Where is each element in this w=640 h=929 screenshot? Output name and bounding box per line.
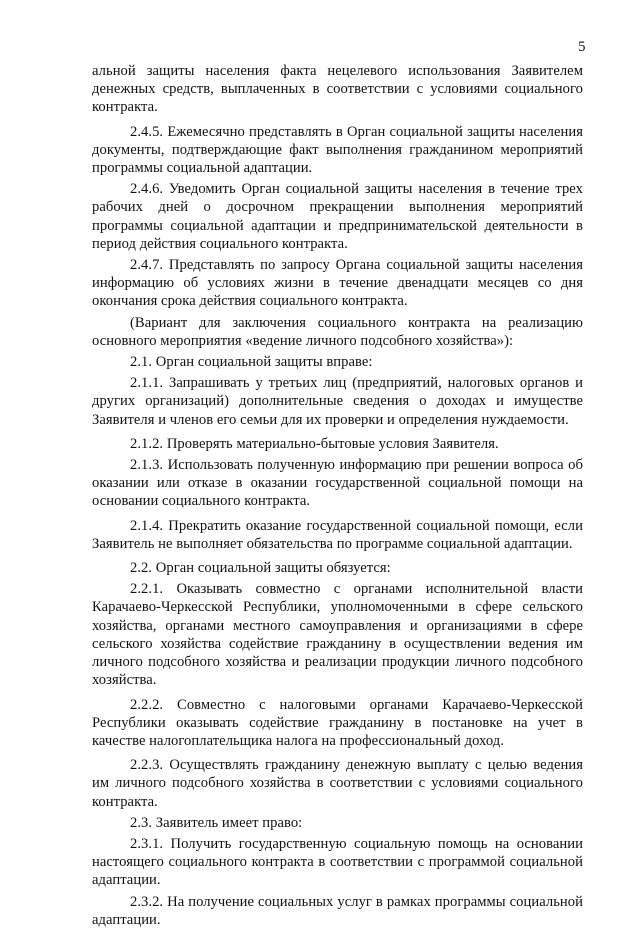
paragraph-2-1-1: 2.1.1. Запрашивать у третьих лиц (предприятий, налоговых органов и других организаций) дополнительные сведения о доходах и имуществе Заявителя и членов его семьи для их проверки и определения нуждаемости.	[92, 375, 583, 428]
paragraph-continuation: альной защиты населения факта нецелевого использования Заявителем денежных средств, выплаченных в соответствии с условиями социального контракта.	[92, 63, 583, 116]
paragraph-2-1-3: 2.1.3. Использовать полученную информацию при решении вопроса об оказании или отказе в оказании государственной социальной помощи на основании социального контракта.	[92, 457, 583, 510]
paragraph-2-2-1: 2.2.1. Оказывать совместно с органами исполнительной власти Карачаево-Черкесской Республики, уполномоченными в сфере сельского хозяйства, органами местного самоуправления и организациями в сфере сельского хозяйства содействие гражданину в осуществлении ведения им личного подсобного хозяйства и реализации продукции личного подсобного хозяйства.	[92, 581, 583, 689]
paragraph-2-1: 2.1. Орган социальной защиты вправе:	[130, 354, 373, 371]
paragraph-2-4-6: 2.4.6. Уведомить Орган социальной защиты населения в течение трех рабочих дней о досрочном прекращении выполнения мероприятий программы социальной адаптации и предпринимательской деятельности в период действия социального контракта.	[92, 181, 583, 252]
paragraph-2-3-1: 2.3.1. Получить государственную социальную помощь на основании настоящего социального контракта в соответствии с программой социальной адаптации.	[92, 835, 583, 889]
paragraph-2-4-5: 2.4.5. Ежемесячно представлять в Орган социальной защиты населения документы, подтверждающие факт выполнения гражданином мероприятий программы социальной адаптации.	[92, 123, 583, 177]
paragraph-2-2-3: 2.2.3. Осуществлять гражданину денежную выплату с целью ведения им личного подсобного хозяйства в соответствии с условиями социального контракта.	[92, 757, 583, 810]
paragraph-2-2-2: 2.2.2. Совместно с налоговыми органами Карачаево-Черкесской Республики оказывать содействие гражданину в постановке на учет в качестве налогоплательщика налога на профессиональный доход.	[92, 696, 583, 749]
paragraph-2-1-2: 2.1.2. Проверять материально-бытовые условия Заявителя.	[130, 435, 499, 452]
document-body	[92, 62, 583, 929]
paragraph-2-1-4: 2.1.4. Прекратить оказание государственной социальной помощи, если Заявитель не выполняет обязательства по программе социальной адаптации.	[92, 517, 583, 552]
paragraph-variant-note: (Вариант для заключения социального контракта на реализацию основного мероприятия «ведение личного подсобного хозяйства»):	[92, 314, 583, 349]
paragraph-2-2: 2.2. Орган социальной защиты обязуется:	[130, 560, 391, 577]
paragraph-2-3-2: 2.3.2. На получение социальных услуг в рамках программы социальной адаптации.	[92, 893, 583, 928]
paragraph-2-3: 2.3. Заявитель имеет право:	[130, 814, 303, 831]
paragraph-2-4-7: 2.4.7. Представлять по запросу Органа социальной защиты населения информацию об условиях жизни в течение двенадцати месяцев со дня окончания срока действия социального контракта.	[92, 257, 583, 310]
page-number: 5	[578, 39, 586, 55]
